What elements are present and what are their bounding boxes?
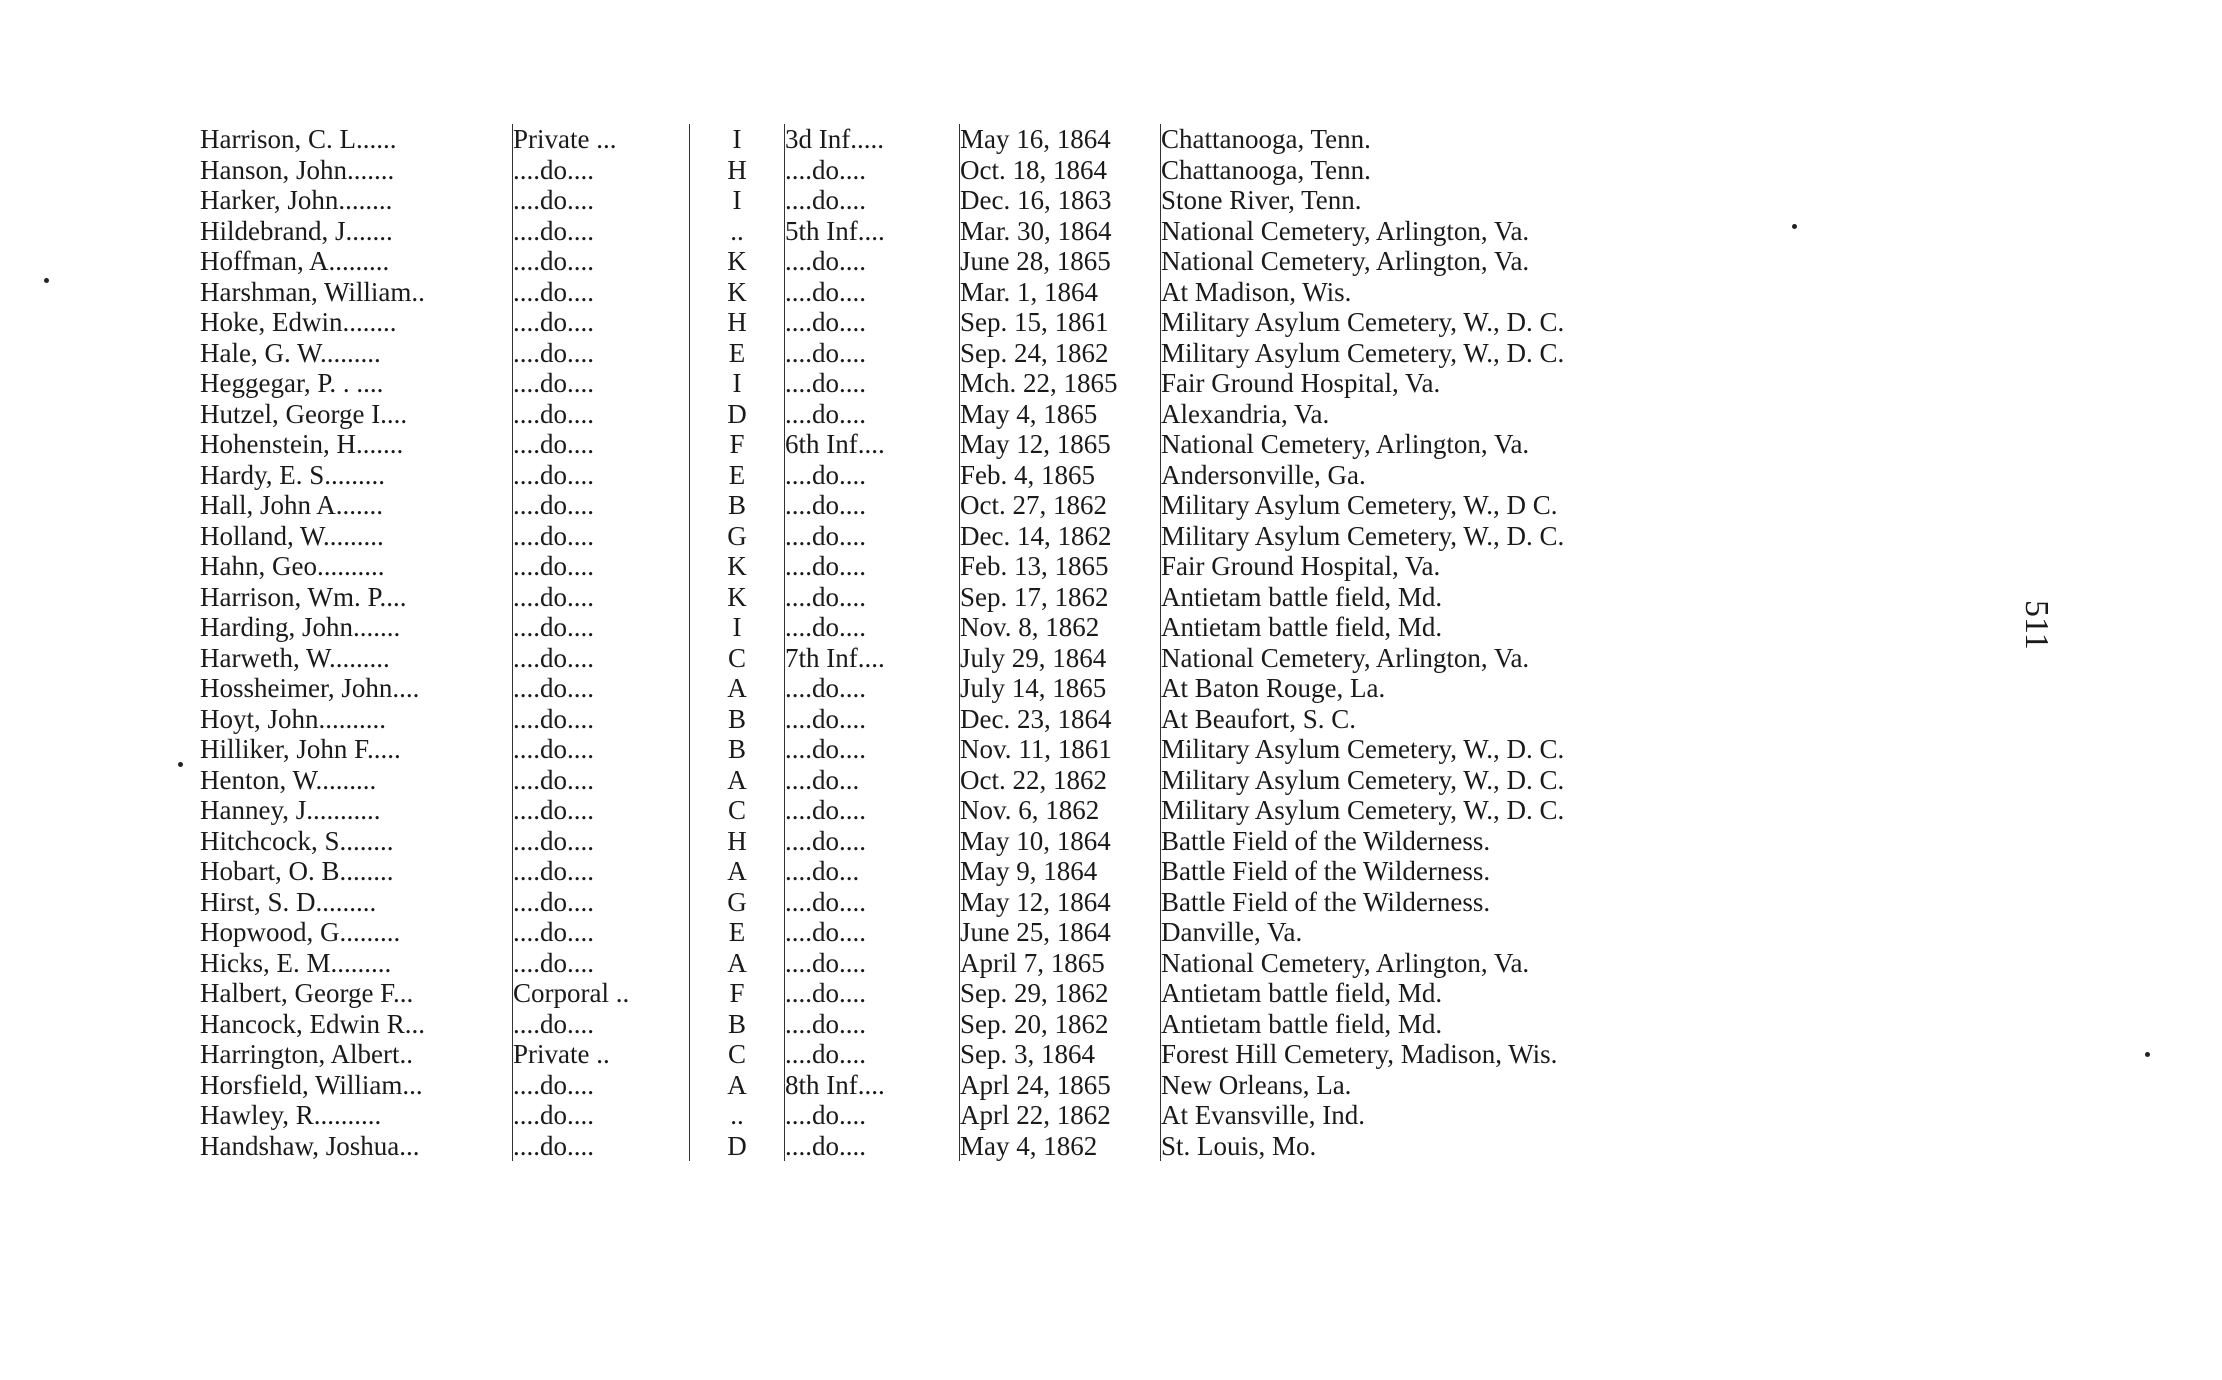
company: K xyxy=(690,246,785,277)
regiment: ....do.... xyxy=(785,704,960,735)
rank: ....do.... xyxy=(513,490,690,521)
company: B xyxy=(690,490,785,521)
soldier-name: Henton, W......... xyxy=(200,765,513,796)
rank: ....do.... xyxy=(513,795,690,826)
regiment: ....do.... xyxy=(785,185,960,216)
date-of-death: April 7, 1865 xyxy=(960,948,1161,979)
page-number: 511 xyxy=(2018,600,2055,650)
company: I xyxy=(690,185,785,216)
table-row xyxy=(200,856,1781,887)
company: C xyxy=(690,795,785,826)
rank: ....do.... xyxy=(513,734,690,765)
rank: ....do.... xyxy=(513,1070,690,1101)
date-of-death: Mar. 30, 1864 xyxy=(960,216,1161,247)
place-of-burial: Military Asylum Cemetery, W., D. C. xyxy=(1161,520,1565,551)
date-of-death: May 12, 1864 xyxy=(960,887,1161,918)
soldier-name: Harding, John....... xyxy=(200,612,513,643)
soldier-name: Hossheimer, John.... xyxy=(200,673,513,704)
rank: ....do.... xyxy=(513,917,690,948)
soldier-name: Harrison, Wm. P.... xyxy=(200,582,513,613)
company: K xyxy=(690,277,785,308)
rank: ....do.... xyxy=(513,551,690,582)
regiment: ....do.... xyxy=(785,155,960,186)
place-of-burial: Fair Ground Hospital, Va. xyxy=(1161,368,1441,398)
regiment: ....do.... xyxy=(785,673,960,704)
company: A xyxy=(690,673,785,704)
table-row xyxy=(200,917,1781,948)
rank: ....do.... xyxy=(513,673,690,704)
rank: ....do.... xyxy=(513,368,690,399)
soldier-name: Hoke, Edwin........ xyxy=(200,307,513,338)
soldier-name: Hahn, Geo.......... xyxy=(200,551,513,582)
place-of-burial: National Cemetery, Arlington, Va. xyxy=(1161,429,1530,459)
place-of-burial: Antietam battle field, Md. xyxy=(1161,1008,1443,1039)
soldier-name: Handshaw, Joshua... xyxy=(200,1131,513,1162)
print-speck xyxy=(2145,1052,2150,1057)
roster-body xyxy=(200,124,1781,1161)
date-of-death: Oct. 22, 1862 xyxy=(960,765,1161,796)
soldier-name: Hanson, John....... xyxy=(200,155,513,186)
rank: ....do.... xyxy=(513,338,690,369)
table-row xyxy=(200,368,1781,399)
place-of-burial: National Cemetery, Arlington, Va. xyxy=(1161,642,1530,673)
date-of-death: Sep. 20, 1862 xyxy=(960,1009,1161,1040)
table-row xyxy=(200,582,1781,613)
soldier-name: Halbert, George F... xyxy=(200,978,513,1009)
soldier-name: Harshman, William.. xyxy=(200,277,513,308)
date-of-death: Nov. 6, 1862 xyxy=(960,795,1161,826)
place-of-burial: Battle Field of the Wilderness. xyxy=(1161,856,1491,886)
company: C xyxy=(690,1039,785,1070)
regiment: ....do.... xyxy=(785,277,960,308)
table-row xyxy=(200,673,1781,704)
print-speck xyxy=(44,278,49,283)
table-row xyxy=(200,1039,1781,1070)
soldier-name: Hirst, S. D......... xyxy=(200,887,513,918)
place-of-burial: Military Asylum Cemetery, W., D. C. xyxy=(1161,795,1565,825)
regiment: ....do.... xyxy=(785,1039,960,1070)
place-of-burial: Chattanooga, Tenn. xyxy=(1161,154,1371,185)
company: A xyxy=(690,1070,785,1101)
soldier-name: Hancock, Edwin R... xyxy=(200,1009,513,1040)
company: B xyxy=(690,704,785,735)
company: H xyxy=(690,307,785,338)
rank: ....do.... xyxy=(513,185,690,216)
table-row xyxy=(200,399,1781,430)
company: B xyxy=(690,1009,785,1040)
company: .. xyxy=(690,1100,785,1131)
place-of-burial: At Madison, Wis. xyxy=(1161,276,1352,307)
company: G xyxy=(690,521,785,552)
rank: ....do.... xyxy=(513,521,690,552)
table-row xyxy=(200,734,1781,765)
rank: ....do.... xyxy=(513,582,690,613)
regiment: ....do.... xyxy=(785,338,960,369)
table-row xyxy=(200,1009,1781,1040)
soldier-name: Hoffman, A......... xyxy=(200,246,513,277)
rank: ....do.... xyxy=(513,856,690,887)
soldier-name: Hicks, E. M......... xyxy=(200,948,513,979)
place-of-burial: At Evansville, Ind. xyxy=(1161,1100,1365,1130)
table-row xyxy=(200,307,1781,338)
company: E xyxy=(690,460,785,491)
place-of-burial: National Cemetery, Arlington, Va. xyxy=(1161,947,1530,978)
date-of-death: Nov. 8, 1862 xyxy=(960,612,1161,643)
regiment: ....do.... xyxy=(785,460,960,491)
rank: ....do.... xyxy=(513,1131,690,1162)
company: .. xyxy=(690,216,785,247)
regiment: ....do.... xyxy=(785,521,960,552)
company: I xyxy=(690,368,785,399)
place-of-burial: Alexandria, Va. xyxy=(1161,398,1330,429)
place-of-burial: Fair Ground Hospital, Va. xyxy=(1161,551,1441,581)
place-of-burial: Andersonville, Ga. xyxy=(1161,459,1366,490)
soldier-name: Hilliker, John F..... xyxy=(200,734,513,765)
company: E xyxy=(690,917,785,948)
soldier-name: Hanney, J........... xyxy=(200,795,513,826)
date-of-death: Sep. 15, 1861 xyxy=(960,307,1161,338)
company: D xyxy=(690,1131,785,1162)
company: D xyxy=(690,399,785,430)
regiment: 5th Inf.... xyxy=(785,216,960,247)
date-of-death: Sep. 17, 1862 xyxy=(960,582,1161,613)
place-of-burial: At Baton Rouge, La. xyxy=(1161,673,1386,703)
soldier-name: Harrington, Albert.. xyxy=(200,1039,513,1070)
date-of-death: Dec. 23, 1864 xyxy=(960,704,1161,735)
table-row xyxy=(200,429,1781,460)
regiment: ....do.... xyxy=(785,795,960,826)
soldier-name: Hitchcock, S........ xyxy=(200,826,513,857)
regiment: ....do... xyxy=(785,856,960,887)
regiment: ....do.... xyxy=(785,978,960,1009)
rank: ....do.... xyxy=(513,887,690,918)
soldier-name: Horsfield, William... xyxy=(200,1070,513,1101)
soldier-name: Hopwood, G......... xyxy=(200,917,513,948)
place-of-burial: Danville, Va. xyxy=(1161,917,1303,947)
place-of-burial: Battle Field of the Wilderness. xyxy=(1161,886,1491,917)
soldier-name: Hobart, O. B........ xyxy=(200,856,513,887)
table-row xyxy=(200,887,1781,918)
date-of-death: Mar. 1, 1864 xyxy=(960,277,1161,308)
company: K xyxy=(690,551,785,582)
table-row xyxy=(200,612,1781,643)
date-of-death: Dec. 16, 1863 xyxy=(960,185,1161,216)
print-speck xyxy=(1792,224,1797,229)
soldier-name: Hutzel, George I.... xyxy=(200,399,513,430)
soldier-name: Hohenstein, H....... xyxy=(200,429,513,460)
date-of-death: Sep. 3, 1864 xyxy=(960,1039,1161,1070)
place-of-burial: Antietam battle field, Md. xyxy=(1161,612,1443,642)
rank: ....do.... xyxy=(513,948,690,979)
rank: ....do.... xyxy=(513,704,690,735)
soldier-name: Hildebrand, J....... xyxy=(200,216,513,247)
regiment: ....do.... xyxy=(785,887,960,918)
date-of-death: July 29, 1864 xyxy=(960,643,1161,674)
rank: ....do.... xyxy=(513,307,690,338)
regiment: 8th Inf.... xyxy=(785,1070,960,1101)
table-row xyxy=(200,643,1781,674)
company: A xyxy=(690,765,785,796)
rank: ....do.... xyxy=(513,460,690,491)
company: A xyxy=(690,948,785,979)
date-of-death: Sep. 29, 1862 xyxy=(960,978,1161,1009)
company: G xyxy=(690,887,785,918)
rank: ....do.... xyxy=(513,155,690,186)
rank: ....do.... xyxy=(513,643,690,674)
table-row xyxy=(200,948,1781,979)
print-speck xyxy=(178,762,183,767)
date-of-death: Aprl 22, 1862 xyxy=(960,1100,1161,1131)
rank: ....do.... xyxy=(513,765,690,796)
place-of-burial: Military Asylum Cemetery, W., D C. xyxy=(1161,490,1558,520)
date-of-death: May 9, 1864 xyxy=(960,856,1161,887)
table-row xyxy=(200,1100,1781,1131)
company: H xyxy=(690,155,785,186)
table-row xyxy=(200,460,1781,491)
place-of-burial: Battle Field of the Wilderness. xyxy=(1161,825,1491,856)
table-row xyxy=(200,826,1781,857)
date-of-death: May 12, 1865 xyxy=(960,429,1161,460)
date-of-death: May 10, 1864 xyxy=(960,826,1161,857)
place-of-burial: National Cemetery, Arlington, Va. xyxy=(1161,215,1530,246)
soldier-name: Hall, John A....... xyxy=(200,490,513,521)
regiment: 3d Inf..... xyxy=(785,124,960,155)
roster-table xyxy=(200,124,1781,1161)
place-of-burial: Antietam battle field, Md. xyxy=(1161,581,1443,612)
place-of-burial: Military Asylum Cemetery, W., D. C. xyxy=(1161,764,1565,795)
place-of-burial: At Beaufort, S. C. xyxy=(1161,703,1356,734)
rank: ....do.... xyxy=(513,246,690,277)
rank: ....do.... xyxy=(513,216,690,247)
company: F xyxy=(690,978,785,1009)
rank: ....do.... xyxy=(513,277,690,308)
date-of-death: Nov. 11, 1861 xyxy=(960,734,1161,765)
regiment: ....do... xyxy=(785,765,960,796)
company: K xyxy=(690,582,785,613)
date-of-death: June 25, 1864 xyxy=(960,917,1161,948)
soldier-name: Hardy, E. S......... xyxy=(200,460,513,491)
regiment: ....do.... xyxy=(785,307,960,338)
regiment: ....do.... xyxy=(785,246,960,277)
rank: ....do.... xyxy=(513,612,690,643)
regiment: 7th Inf.... xyxy=(785,643,960,674)
place-of-burial: Stone River, Tenn. xyxy=(1161,185,1362,215)
soldier-name: Holland, W......... xyxy=(200,521,513,552)
place-of-burial: St. Louis, Mo. xyxy=(1161,1130,1317,1161)
company: I xyxy=(690,124,785,155)
company: F xyxy=(690,429,785,460)
table-row xyxy=(200,704,1781,735)
date-of-death: June 28, 1865 xyxy=(960,246,1161,277)
table-row xyxy=(200,795,1781,826)
rank: ....do.... xyxy=(513,1100,690,1131)
soldier-name: Harweth, W......... xyxy=(200,643,513,674)
soldier-name: Harker, John........ xyxy=(200,185,513,216)
rank: ....do.... xyxy=(513,1009,690,1040)
rank: ....do.... xyxy=(513,826,690,857)
company: I xyxy=(690,612,785,643)
table-row xyxy=(200,551,1781,582)
regiment: ....do.... xyxy=(785,948,960,979)
soldier-name: Hoyt, John.......... xyxy=(200,704,513,735)
place-of-burial: Military Asylum Cemetery, W., D. C. xyxy=(1161,307,1565,337)
date-of-death: May 4, 1865 xyxy=(960,399,1161,430)
regiment: ....do.... xyxy=(785,490,960,521)
regiment: ....do.... xyxy=(785,917,960,948)
date-of-death: July 14, 1865 xyxy=(960,673,1161,704)
soldier-name: Hawley, R.......... xyxy=(200,1100,513,1131)
soldier-name: Heggegar, P. . .... xyxy=(200,368,513,399)
table-row xyxy=(200,1070,1781,1101)
date-of-death: Dec. 14, 1862 xyxy=(960,521,1161,552)
table-row xyxy=(200,978,1781,1009)
date-of-death: Oct. 18, 1864 xyxy=(960,155,1161,186)
place-of-burial: Military Asylum Cemetery, W., D. C. xyxy=(1161,734,1565,764)
place-of-burial: National Cemetery, Arlington, Va. xyxy=(1161,246,1530,276)
soldier-name: Hale, G. W......... xyxy=(200,338,513,369)
date-of-death: Feb. 13, 1865 xyxy=(960,551,1161,582)
table-row xyxy=(200,338,1781,369)
date-of-death: Feb. 4, 1865 xyxy=(960,460,1161,491)
regiment: ....do.... xyxy=(785,612,960,643)
rank: Corporal .. xyxy=(513,978,690,1009)
rank: Private ... xyxy=(513,124,690,155)
regiment: ....do.... xyxy=(785,1131,960,1162)
rank: ....do.... xyxy=(513,429,690,460)
company: E xyxy=(690,338,785,369)
regiment: ....do.... xyxy=(785,399,960,430)
company: C xyxy=(690,643,785,674)
table-row xyxy=(200,216,1781,247)
rank: ....do.... xyxy=(513,399,690,430)
place-of-burial: New Orleans, La. xyxy=(1161,1069,1352,1100)
company: A xyxy=(690,856,785,887)
regiment: ....do.... xyxy=(785,1009,960,1040)
date-of-death: May 16, 1864 xyxy=(960,124,1161,155)
company: B xyxy=(690,734,785,765)
table-row xyxy=(200,124,1781,155)
regiment: ....do.... xyxy=(785,582,960,613)
regiment: ....do.... xyxy=(785,1100,960,1131)
table-row xyxy=(200,155,1781,186)
place-of-burial: Antietam battle field, Md. xyxy=(1161,978,1443,1008)
table-row xyxy=(200,521,1781,552)
soldier-name: Harrison, C. L...... xyxy=(200,124,513,155)
regiment: ....do.... xyxy=(785,368,960,399)
place-of-burial: Forest Hill Cemetery, Madison, Wis. xyxy=(1161,1039,1558,1069)
regiment: 6th Inf.... xyxy=(785,429,960,460)
place-of-burial: Military Asylum Cemetery, W., D. C. xyxy=(1161,337,1565,368)
date-of-death: Sep. 24, 1862 xyxy=(960,338,1161,369)
place-of-burial: Chattanooga, Tenn. xyxy=(1161,124,1371,154)
table-row xyxy=(200,246,1781,277)
table-row xyxy=(200,1131,1781,1162)
date-of-death: Aprl 24, 1865 xyxy=(960,1070,1161,1101)
table-row xyxy=(200,277,1781,308)
table-row xyxy=(200,185,1781,216)
date-of-death: Oct. 27, 1862 xyxy=(960,490,1161,521)
regiment: ....do.... xyxy=(785,551,960,582)
date-of-death: Mch. 22, 1865 xyxy=(960,368,1161,399)
company: H xyxy=(690,826,785,857)
regiment: ....do.... xyxy=(785,826,960,857)
date-of-death: May 4, 1862 xyxy=(960,1131,1161,1162)
table-row xyxy=(200,490,1781,521)
regiment: ....do.... xyxy=(785,734,960,765)
rank: Private .. xyxy=(513,1039,690,1070)
table-row xyxy=(200,765,1781,796)
